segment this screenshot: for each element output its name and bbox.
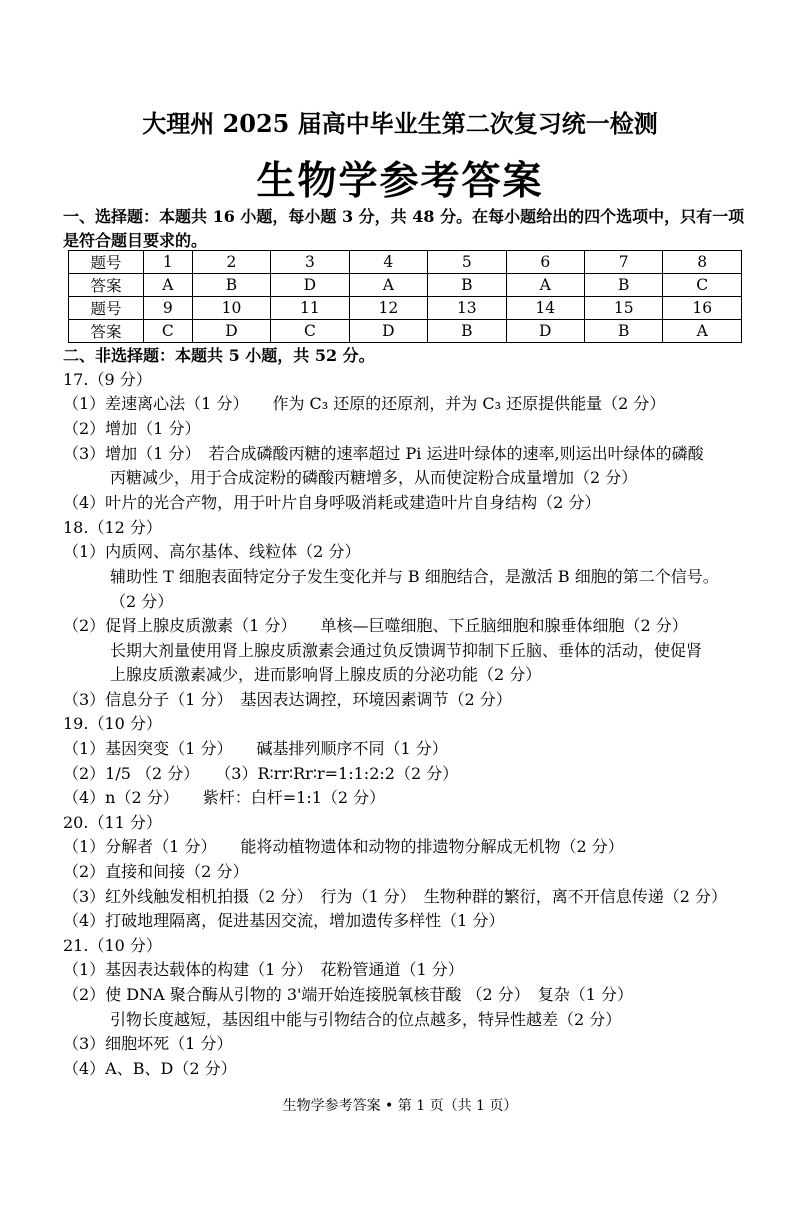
answer-cell: C (663, 274, 742, 297)
question-number: 7 (584, 251, 662, 274)
question-number: 11 (271, 297, 349, 320)
answer-line: （4）n（2 分） 紫杆：白杆=1:1（2 分） (63, 788, 386, 807)
question-number: 5 (428, 251, 506, 274)
table-row (69, 297, 742, 320)
table-row (69, 251, 742, 274)
row-label: 答案 (69, 274, 144, 297)
table-row (69, 320, 742, 343)
answer-cell: A (349, 274, 427, 297)
question-number: 12 (349, 297, 427, 320)
answer-line: 长期大剂量使用肾上腺皮质激素会通过负反馈调节抑制下丘脑、垂体的活动，使促肾 (110, 641, 703, 660)
answer-cell: B (584, 274, 662, 297)
question-number: 16 (663, 297, 742, 320)
question-number: 6 (506, 251, 584, 274)
question-header: 17.（9 分） (63, 370, 152, 389)
answer-line: （1）基因表达载体的构建（1 分） 花粉管通道（1 分） (63, 960, 464, 979)
page-title: 生物学参考答案 (256, 158, 544, 204)
section1-heading: 一、选择题：本题共 16 小题，每小题 3 分，共 48 分。在每小题给出的四个选项中，只有一项是符合题目要求的。 (63, 207, 745, 250)
section2-heading: 二、非选择题：本题共 5 小题，共 52 分。 (63, 346, 375, 365)
page-footer: 生物学参考答案 • 第 1 页（共 1 页） (282, 1098, 518, 1114)
row-label: 答案 (69, 320, 144, 343)
answer-line: （2）1/5 （2 分） （3）R∶rr∶Rr∶r=1:1:2:2（2 分） (63, 764, 459, 783)
answer-line: （1）分解者（1 分） 能将动植物遗体和动物的排遗物分解成无机物（2 分） (63, 837, 624, 856)
question-number: 13 (428, 297, 506, 320)
question-number: 3 (271, 251, 349, 274)
answer-cell: B (192, 274, 270, 297)
answer-line: （3）细胞坏死（1 分） (63, 1034, 233, 1053)
question-number: 4 (349, 251, 427, 274)
answer-line: （3）信息分子（1 分） 基因表达调控，环境因素调节（2 分） (63, 690, 512, 709)
multiple-choice-answer-table (68, 250, 742, 343)
question-header: 18.（12 分） (63, 518, 162, 537)
answer-line: 上腺皮质激素减少，进而影响肾上腺皮质的分泌功能（2 分） (110, 665, 542, 684)
answer-cell: D (271, 274, 349, 297)
answer-cell: A (663, 320, 742, 343)
question-header: 19.（10 分） (63, 714, 162, 733)
answer-cell: C (144, 320, 193, 343)
row-label: 题号 (69, 297, 144, 320)
answer-line: （1）内质网、高尔基体、线粒体（2 分） (63, 542, 361, 561)
answer-line: 引物长度越短，基因组中能与引物结合的位点越多，特异性越差（2 分） (110, 1010, 622, 1029)
exam-title: 大理州 2025 届高中毕业生第二次复习统一检测 (142, 109, 658, 138)
answer-cell: D (506, 320, 584, 343)
answer-line: （2）直接和间接（2 分） (63, 862, 249, 881)
question-number: 14 (506, 297, 584, 320)
answer-line: （1）差速离心法（1 分） 作为 C₃ 还原的还原剂，并为 C₃ 还原提供能量（2 分） (63, 394, 666, 413)
answer-line: （2）使 DNA 聚合酶从引物的 3'端开始连接脱氧核苷酸 （2 分） 复杂（1 分） (63, 985, 634, 1004)
table-row (69, 274, 742, 297)
question-number: 2 (192, 251, 270, 274)
answer-cell: D (192, 320, 270, 343)
question-number: 8 (663, 251, 742, 274)
answer-line: （2 分） (110, 592, 174, 611)
answer-cell: B (428, 320, 506, 343)
answer-line: （4）叶片的光合产物，用于叶片自身呼吸消耗或建造叶片自身结构（2 分） (63, 493, 601, 512)
question-number: 9 (144, 297, 193, 320)
answer-line: （4）A、B、D（2 分） (63, 1059, 237, 1078)
answer-line: 丙糖减少，用于合成淀粉的磷酸丙糖增多，从而使淀粉合成量增加（2 分） (110, 468, 638, 487)
row-label: 题号 (69, 251, 144, 274)
answer-line: （2）增加（1 分） (63, 419, 201, 438)
answer-cell: B (584, 320, 662, 343)
question-header: 21.（10 分） (63, 936, 162, 955)
answer-line: （2）促肾上腺皮质激素（1 分） 单核—巨噬细胞、下丘脑细胞和腺垂体细胞（2 分） (63, 616, 688, 635)
question-number: 15 (584, 297, 662, 320)
question-number: 10 (192, 297, 270, 320)
question-number: 1 (144, 251, 193, 274)
answer-cell: B (428, 274, 506, 297)
answer-cell: A (144, 274, 193, 297)
answer-cell: C (271, 320, 349, 343)
answer-cell: D (349, 320, 427, 343)
answer-line: （3）红外线触发相机拍摄（2 分） 行为（1 分） 生物种群的繁衍，离不开信息传递（2 分） (63, 887, 727, 906)
answer-cell: A (506, 274, 584, 297)
answer-line: （4）打破地理隔离，促进基因交流，增加遗传多样性（1 分） (63, 911, 505, 930)
answer-line: （3）增加（1 分） 若合成磷酸丙糖的速率超过 Pi 运进叶绿体的速率,则运出叶绿体的磷酸 (63, 444, 704, 463)
answer-line: （1）基因突变（1 分） 碱基排列顺序不同（1 分） (63, 739, 448, 758)
answer-line: 辅助性 T 细胞表面特定分子发生变化并与 B 细胞结合，是激活 B 细胞的第二个信号。 (110, 567, 719, 586)
question-header: 20.（11 分） (63, 813, 162, 832)
